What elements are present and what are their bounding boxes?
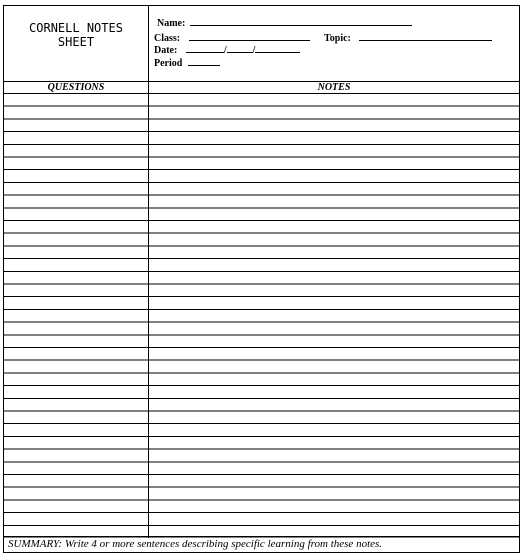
date-label: Date: (154, 45, 178, 56)
name-line[interactable] (190, 16, 412, 26)
notes-grid (4, 94, 519, 538)
period-field[interactable] (154, 56, 220, 69)
cornell-notes-sheet (3, 5, 520, 553)
date-field[interactable] (154, 43, 300, 56)
period-line[interactable] (188, 56, 220, 66)
name-field[interactable] (157, 16, 412, 29)
date-separator: / (223, 45, 227, 56)
name-label: Name: (157, 18, 186, 29)
date-day-line[interactable] (227, 43, 253, 53)
topic-label: Topic: (324, 33, 351, 44)
header-fields (149, 6, 519, 81)
topic-line[interactable] (359, 31, 492, 41)
sheet-title (4, 6, 149, 81)
date-year-line[interactable] (255, 43, 300, 53)
questions-header: QUESTIONS (4, 81, 149, 94)
sheet-title-line1: CORNELL NOTES (29, 21, 123, 35)
class-label: Class: (154, 33, 181, 44)
date-separator: / (252, 45, 256, 56)
period-label: Period (154, 58, 183, 69)
notes-column[interactable] (149, 94, 519, 538)
sheet-title-line2: SHEET (57, 35, 95, 49)
class-line[interactable] (189, 31, 310, 41)
questions-column[interactable] (4, 94, 149, 538)
summary-section[interactable] (4, 536, 519, 552)
date-month-line[interactable] (186, 43, 224, 53)
summary-text: SUMMARY: Write 4 or more sentences describing specific learning from these notes. (8, 538, 383, 550)
notes-header: NOTES (149, 81, 519, 94)
topic-field[interactable] (324, 31, 492, 44)
